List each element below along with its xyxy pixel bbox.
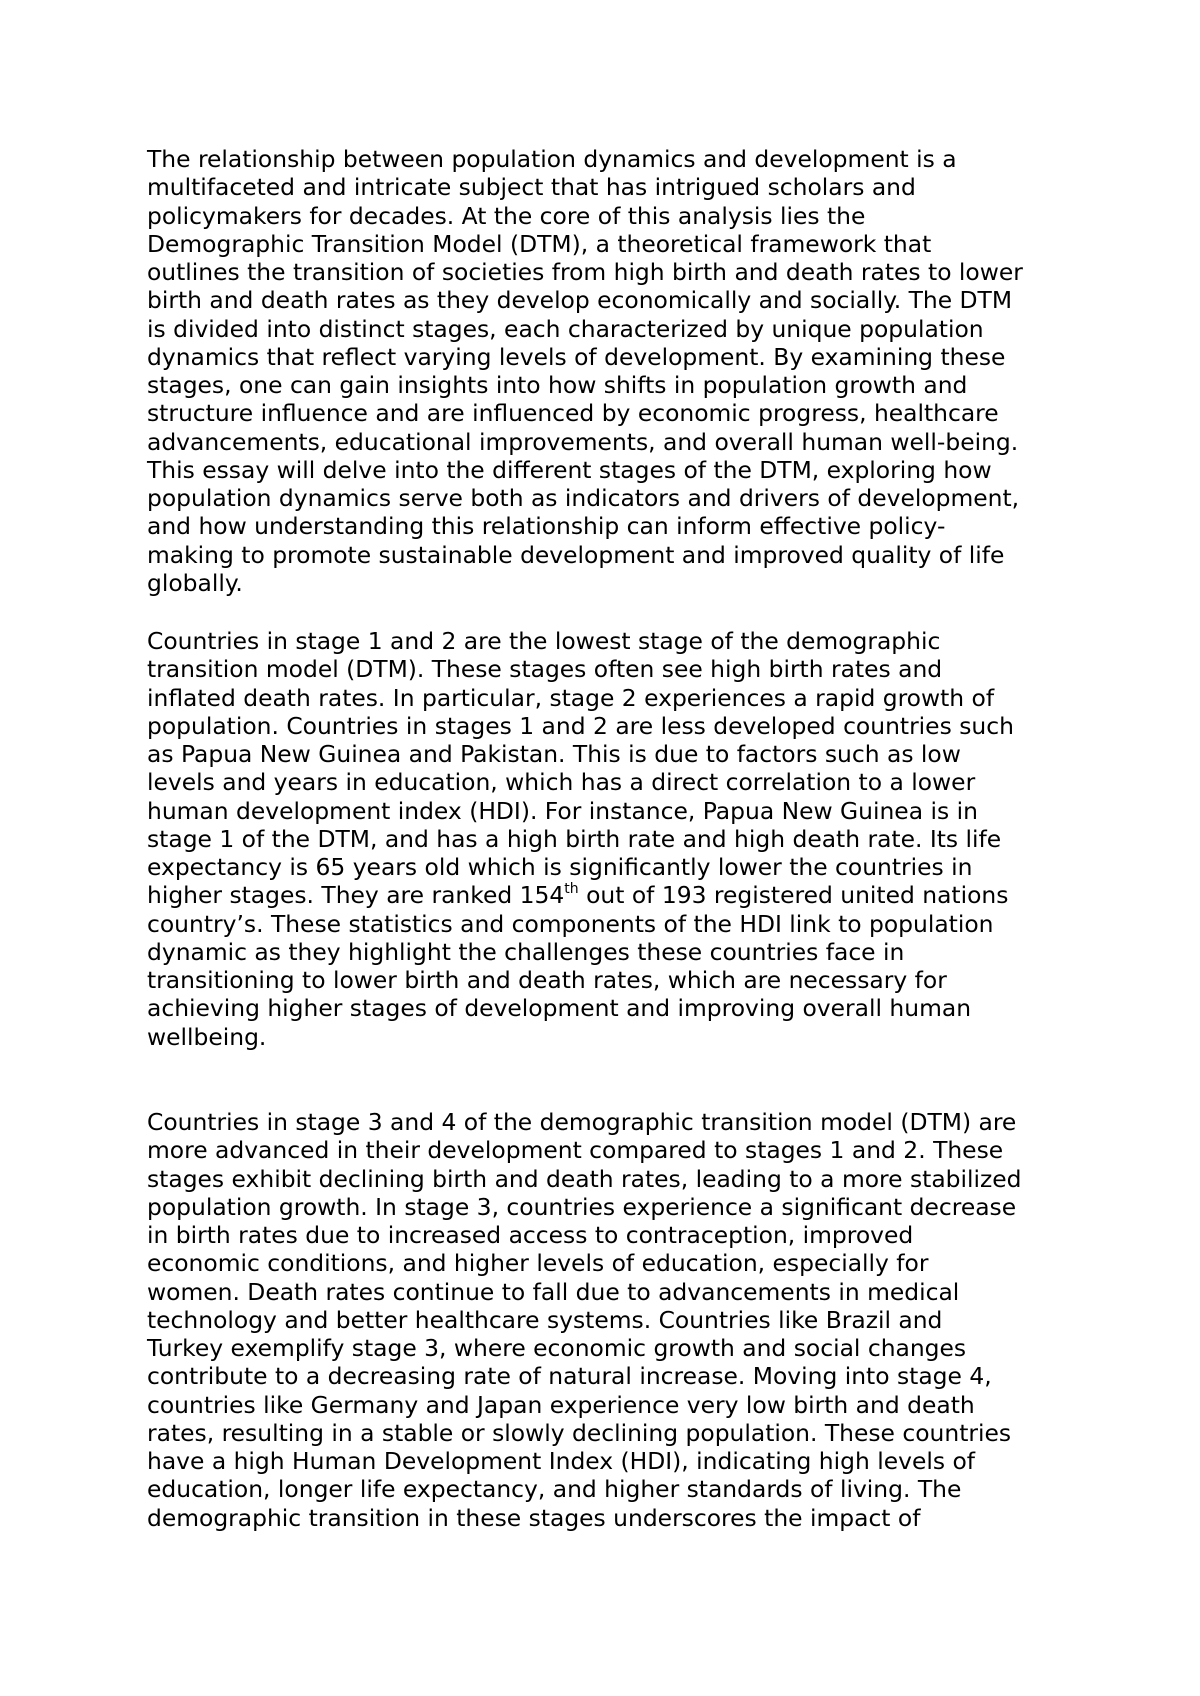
text-line: Countries in stage 1 and 2 are the lowest stage of the demographic xyxy=(147,627,941,655)
rank-text-after: out of 193 registered united nations xyxy=(578,881,1009,910)
text-line: outlines the transition of societies from high birth and death rates to lower xyxy=(147,258,1023,286)
text-line: achieving higher stages of development and improving overall human xyxy=(147,994,972,1023)
ordinal-superscript: th xyxy=(564,881,579,898)
text-line: levels and years in education, which has a direct correlation to a lower xyxy=(147,768,976,797)
text-line: dynamics that reflect varying levels of development. By examining these xyxy=(147,342,1006,371)
text-line: education, longer life expectancy, and higher standards of living. The xyxy=(147,1475,962,1504)
text-line: in birth rates due to increased access to contraception, improved xyxy=(147,1221,914,1249)
text-line: population growth. In stage 3, countries experience a significant decrease xyxy=(147,1192,1017,1221)
text-line: stages, one can gain insights into how shifts in population growth and xyxy=(147,371,968,399)
text-line: The relationship between population dynamics and development is a xyxy=(147,145,957,173)
text-line: policymakers for decades. At the core of this analysis lies the xyxy=(147,201,866,230)
text-line: birth and death rates as they develop economically and socially. The DTM xyxy=(147,286,1013,315)
text-line: have a high Human Development Index (HDI), indicating high levels of xyxy=(147,1447,976,1475)
text-line: stage 1 of the DTM, and has a high birth rate and high death rate. Its life xyxy=(147,824,1002,853)
text-line: inflated death rates. In particular, stage 2 experiences a rapid growth of xyxy=(147,683,995,712)
paragraph-stages-1-2 xyxy=(147,627,1077,1051)
text-line: technology and better healthcare systems. Countries like Brazil and xyxy=(147,1305,943,1334)
text-line: transitioning to lower birth and death rates, which are necessary for xyxy=(147,966,947,994)
paragraph-stages-3-4 xyxy=(147,1108,1077,1532)
text-line: advancements, educational improvements, and overall human well-being. xyxy=(147,427,1019,456)
text-line: as Papua New Guinea and Pakistan. This is due to factors such as low xyxy=(147,740,961,768)
text-line: country’s. These statistics and components of the HDI link to population xyxy=(147,909,994,938)
paragraph-introduction xyxy=(147,145,1077,597)
text-line: transition model (DTM). These stages often see high birth rates and xyxy=(147,655,943,684)
text-line: and how understanding this relationship can inform effective policy- xyxy=(147,512,946,541)
text-line: wellbeing. xyxy=(147,1022,267,1051)
text-line: Turkey exemplify stage 3, where economic growth and social changes xyxy=(147,1334,967,1362)
text-line: countries like Germany and Japan experience very low birth and death xyxy=(147,1390,975,1419)
text-line: making to promote sustainable development and improved quality of life xyxy=(147,540,1005,569)
text-line: This essay will delve into the different stages of the DTM, exploring how xyxy=(147,455,992,484)
text-line: stages exhibit declining birth and death rates, leading to a more stabilized xyxy=(147,1164,1022,1193)
text-line: more advanced in their development compared to stages 1 and 2. These xyxy=(147,1136,1004,1165)
text-line-with-superscript xyxy=(147,881,1077,909)
text-line: rates, resulting in a stable or slowly declining population. These countries xyxy=(147,1418,1012,1447)
text-line: women. Death rates continue to fall due to advancements in medical xyxy=(147,1277,960,1306)
text-line: expectancy is 65 years old which is significantly lower the countries in xyxy=(147,853,973,881)
text-line: is divided into distinct stages, each characterized by unique population xyxy=(147,314,984,343)
text-line: multifaceted and intricate subject that has intrigued scholars and xyxy=(147,173,916,202)
text-line: demographic transition in these stages underscores the impact of xyxy=(147,1503,921,1532)
text-line: Countries in stage 3 and 4 of the demographic transition model (DTM) are xyxy=(147,1108,1017,1136)
text-line: human development index (HDI). For instance, Papua New Guinea is in xyxy=(147,796,978,825)
text-line: economic conditions, and higher levels of education, especially for xyxy=(147,1249,929,1278)
text-line: globally. xyxy=(147,568,243,597)
text-line: contribute to a decreasing rate of natural increase. Moving into stage 4, xyxy=(147,1362,992,1391)
rank-text-before: higher stages. They are ranked 154 xyxy=(147,881,565,910)
text-line: population. Countries in stages 1 and 2 are less developed countries such xyxy=(147,711,1014,740)
text-line: structure influence and are influenced by economic progress, healthcare xyxy=(147,399,999,428)
text-line: Demographic Transition Model (DTM), a theoretical framework that xyxy=(147,229,932,258)
text-line: dynamic as they highlight the challenges these countries face in xyxy=(147,937,905,966)
text-line: population dynamics serve both as indicators and drivers of development, xyxy=(147,484,1020,512)
